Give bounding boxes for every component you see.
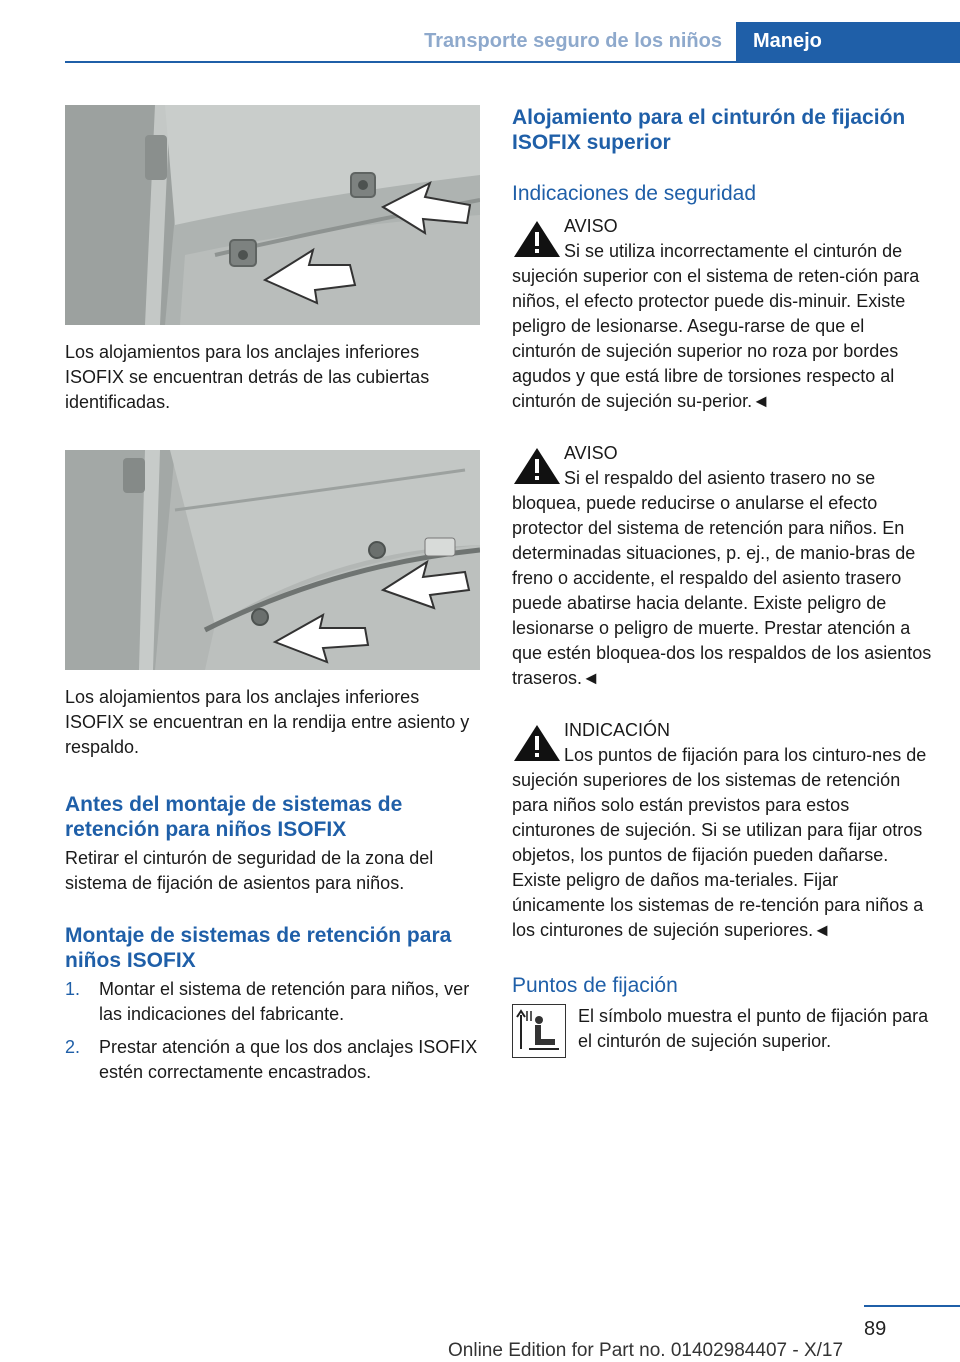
mounting-steps [65, 977, 480, 1085]
warning-label: AVISO [564, 216, 618, 236]
step-text: Prestar atención a que los dos anclajes ISOFIX estén correctamente encastrados. [99, 1037, 478, 1082]
left-column [65, 105, 480, 1093]
right-column [512, 105, 932, 1064]
edition-note: Online Edition for Part no. 01402984407 - X/17 [448, 1340, 844, 1361]
header-chapter-tab [736, 22, 960, 62]
warning-text: Si el respaldo del asiento trasero no se bloquea, puede reducirse o anularse el efecto protector del sistema de retención para niños. En determinadas situaciones, p. ej., de manio-bras de freno o accidente, el respaldo del asiento trasero puede abatirse hacia delante. Existe peligro de lesionarse o peligro de muerte. Prestar atención a que estén bloquea-dos los respaldos de los asientos traseros.◄ [512, 468, 932, 688]
symbol-text: El símbolo muestra el punto de fijación para el cinturón de sujeción superior. [578, 1006, 929, 1051]
isofix-photo-covers [65, 105, 480, 325]
warning-triangle-icon [512, 219, 562, 259]
subheading-safety: Indicaciones de seguridad [512, 182, 757, 205]
notice-text: Los puntos de fijación para los cinturo-nes de sujeción superiores de los sistemas de retención para niños solo están previstos para estos cinturones de sujeción. Si se utilizan para fijar otros objetos, los puntos de fijación pueden dañarse. Existe peligro de daños ma-teriales. Fijar únicamente los sistemas de re-tención para niños a los cinturones de sujeción superiores.◄ [512, 745, 927, 940]
para-before-mounting: Retirar el cinturón de seguridad de la zona del sistema de fijación de asientos para niños. [65, 848, 434, 893]
top-tether-symbol-icon [512, 1004, 566, 1058]
heading-top-tether: Alojamiento para el cinturón de fijación ISOFIX superior [512, 106, 906, 154]
notice-label: INDICACIÓN [564, 720, 671, 740]
warning-triangle-icon [512, 723, 562, 763]
caption-photo-1: Los alojamientos para los anclajes inferiores ISOFIX se encuentran detrás de las cubiertas identificadas. [65, 342, 430, 412]
warning-label: AVISO [564, 443, 618, 463]
isofix-photo-gap [65, 450, 480, 670]
heading-mounting: Montaje de sistemas de retención para niños ISOFIX [65, 924, 452, 972]
step-text: Montar el sistema de retención para niños, ver las indicaciones del fabricante. [99, 979, 470, 1024]
step-item [65, 977, 480, 1027]
warning-triangle-icon [512, 446, 562, 486]
warning-text: Si se utiliza incorrectamente el cinturón de sujeción superior con el sistema de reten-ción para niños, el efecto protector puede dis-minuir. Existe peligro de lesionarse. Asegu-rarse de que el cinturón de sujeción superior no roza por bordes agudos y que está libre de torsiones respecto al cinturón de sujeción su-perior.◄ [512, 241, 920, 411]
step-number: 1. [65, 979, 81, 999]
step-item [65, 1035, 480, 1085]
warning-block-2 [512, 441, 932, 691]
header-section-title: Transporte seguro de los niños [424, 30, 722, 52]
heading-before-mounting: Antes del montaje de sistemas de retención para niños ISOFIX [65, 793, 403, 841]
header-chapter-label: Manejo [753, 30, 822, 52]
subheading-anchor-points: Puntos de fijación [512, 974, 678, 997]
step-number: 2. [65, 1037, 81, 1057]
page-number: 89 [864, 1318, 887, 1340]
warning-block-1 [512, 214, 932, 414]
footer-rule [864, 1305, 960, 1307]
caption-photo-2: Los alojamientos para los anclajes inferiores ISOFIX se encuentran en la rendija entre asiento y respaldo. [65, 687, 470, 757]
notice-block [512, 718, 932, 943]
symbol-block [512, 1004, 932, 1064]
